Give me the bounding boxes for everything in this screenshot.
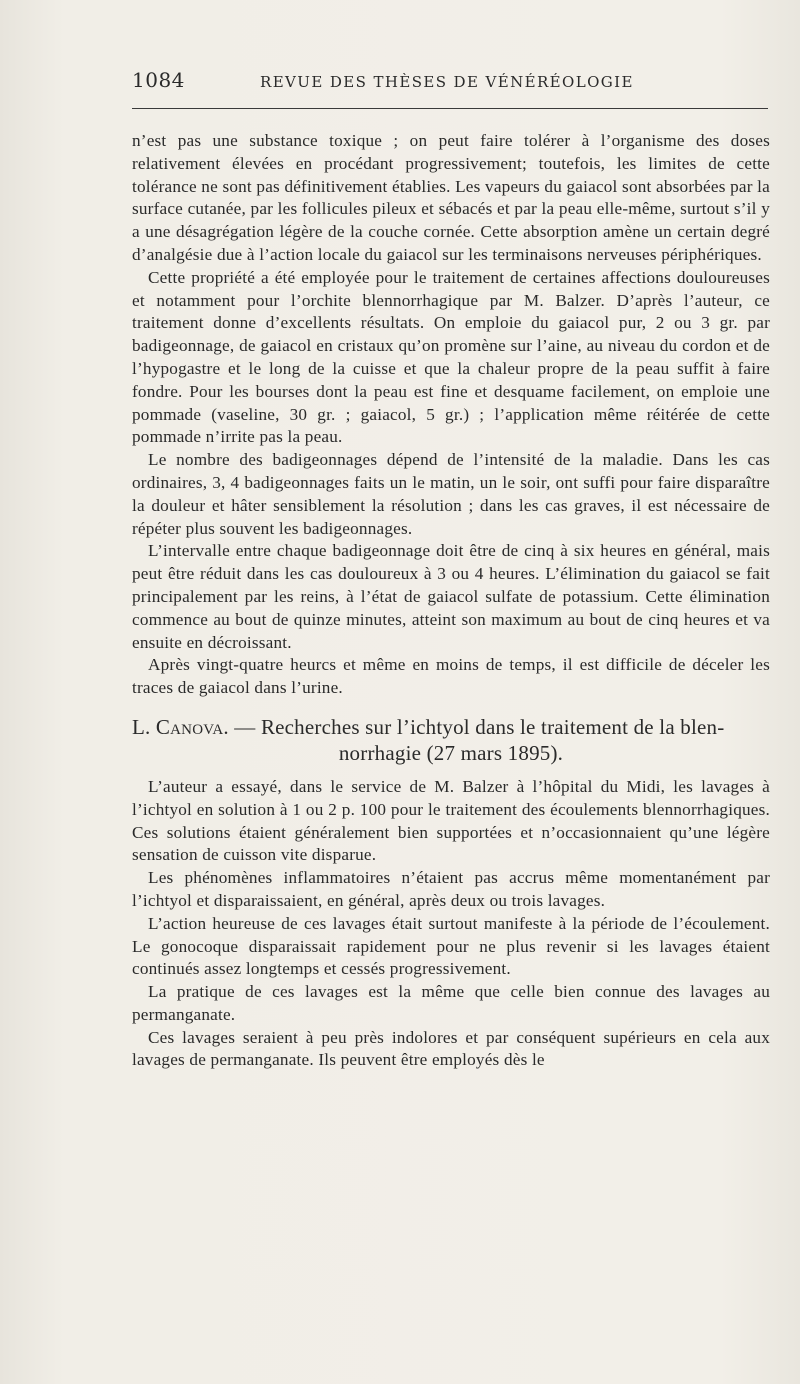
body-text <box>132 130 770 1072</box>
header-rule <box>132 108 768 109</box>
paragraph: Cette propriété a été employée pour le traitement de certaines affections douloureuses et notamment pour l’orchite blennorrhagique par M. Balzer. D’après l’auteur, ce traitement donne d’excellents résultats. On emploie du gaiacol pur, 2 ou 3 gr. par badigeonnage, de gaiacol en cristaux qu’on promène sur l’aine, au niveau du cordon et de l’hypogastre et le long de la cuisse et que la chaleur propre de la peau suffit à faire fondre. Pour les bourses dont la peau est fine et desquame facilement, on emploie une pommade (vaseline, 30 gr. ; gaiacol, 5 gr.) ; l’application même réitérée de cette pommade n’irrite pas la peau. <box>132 267 770 447</box>
paragraph: La pratique de ces lavages est la même que celle bien connue des lavages au permanganate. <box>132 982 770 1024</box>
paragraph: L’auteur a essayé, dans le service de M. Balzer à l’hôpital du Midi, les lavages à l’ichtyol en solution à 1 ou 2 p. 100 pour le traitement des écoulements blennorrhagiques. Ces solutions étaient généralement bien supportées et n’occasionnaient qu’une légère sensation de cuisson vite disparue. <box>132 776 770 865</box>
paragraph: Après vingt-quatre heurcs et même en moins de temps, il est difficile de déceler les traces de gaiacol dans l’urine. <box>132 655 770 698</box>
running-title: REVUE DES THÈSES DE VÉNÉRÉOLOGIE <box>260 73 634 91</box>
paragraph: L’intervalle entre chaque badigeonnage doit être de cinq à six heures en général, mais peut être réduit dans les cas douloureux à 3 ou 4 heures. L’élimination du gaiacol se fait principalement par les reins, à l’état de gaiacol sulfate de potassium. Cette élimination commence au bout de quinze minutes, atteint son maximum au bout de cinq heures et va ensuite en décroissant. <box>132 541 770 652</box>
running-head <box>132 68 770 100</box>
paragraph: Les phénomènes inflammatoires n’étaient pas accrus même momentanément par l’ichtyol et disparaissaient, en général, après deux ou trois lavages. <box>132 868 770 910</box>
page-number: 1084 <box>132 68 185 92</box>
paragraph: n’est pas une substance toxique ; on peut faire tolérer à l’organisme des doses relativement élevées en procédant progressivement; toutefois, les limites de cette tolérance ne sont pas définitivement établies. Les vapeurs du gaiacol sont absorbées par la surface cutanée, par les follicules pileux et sébacés et par la peau elle-même, surtout s’il y a une désagrégation légère de la couche cornée. Cette absorption amène un certain degré d’analgésie due à l’action locale du gaiacol sur les terminaisons nerveuses périphériques. <box>132 131 770 264</box>
heading-dash: — <box>228 714 261 739</box>
article-heading <box>132 714 770 766</box>
paragraph: L’action heureuse de ces lavages était surtout manifeste à la période de l’écoulement. Le gonocoque disparaissait rapidement pour ne plus revenir si les lavages étaient continués assez longtemps et cessés progressivement. <box>132 913 770 979</box>
paragraph: Le nombre des badigeonnages dépend de l’intensité de la maladie. Dans les cas ordinaires, 3, 4 badigeonnages faits un le matin, un le soir, ont suffi pour faire disparaître la douleur et hâter sensiblement la résolution ; dans les cas graves, il est nécessaire de répéter plus souvent les badigeonnages. <box>132 450 770 538</box>
paragraph: Ces lavages seraient à peu près indolores et par conséquent supérieurs en cela aux lavages de permanganate. Ils peuvent être employés dès le <box>132 1027 770 1070</box>
article-author: L. Canova. <box>132 714 229 739</box>
article-heading-line-1 <box>132 714 770 740</box>
article-title-line-2: norrhagie (27 mars 1895). <box>338 740 564 765</box>
article-title-line-1: Recherches sur l’ichtyol dans le traitement de la blen- <box>260 714 725 739</box>
